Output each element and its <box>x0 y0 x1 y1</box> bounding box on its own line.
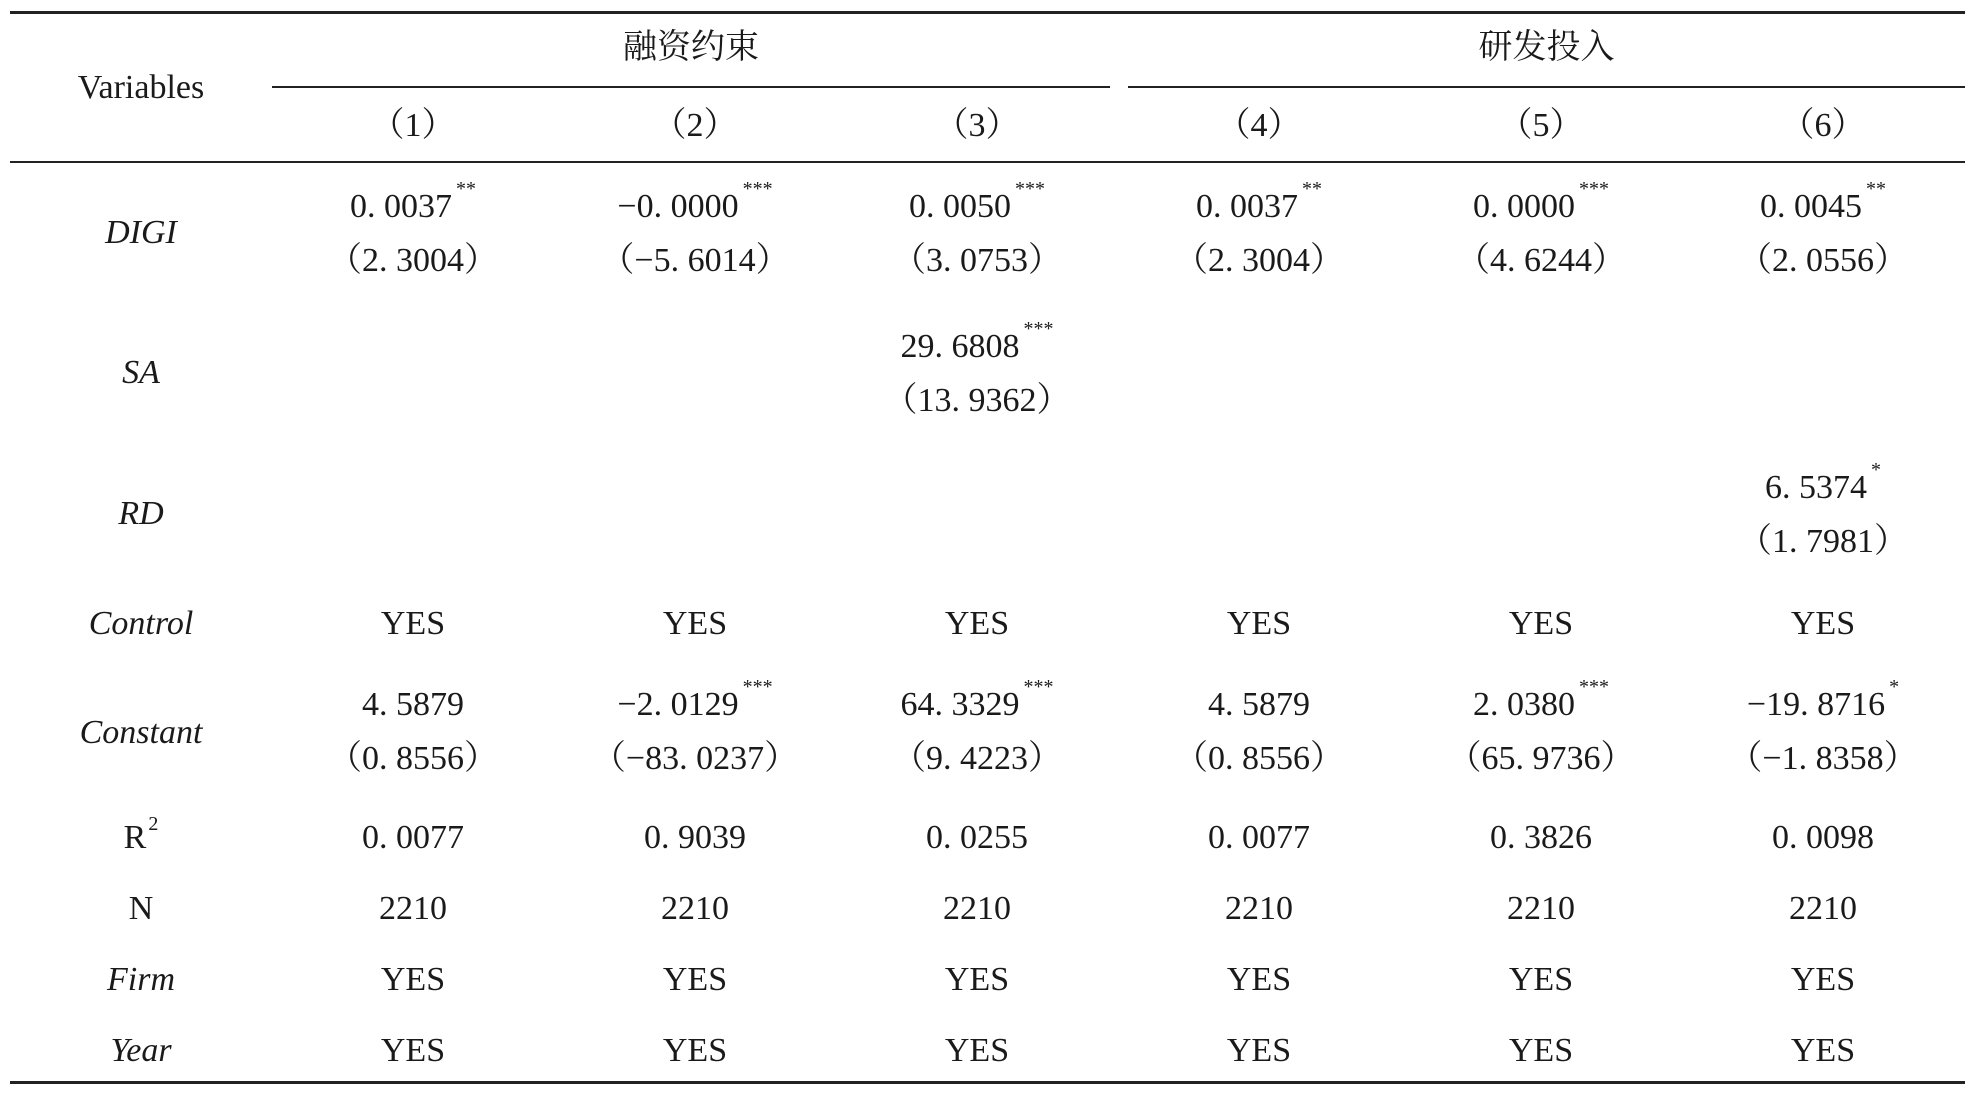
coefficient-value: −19. 8716 <box>1746 686 1886 723</box>
coefficient-cell <box>1683 459 1963 508</box>
coefficient-value: YES <box>380 605 446 642</box>
coefficient-value: YES <box>662 605 728 642</box>
coefficient-cell <box>555 604 835 644</box>
coefficient-cell <box>1683 1031 1963 1071</box>
t-statistic-cell: （2. 3004） <box>328 242 498 279</box>
coefficient-cell <box>837 604 1117 644</box>
group-header-financing-constraint: 融资约束 <box>623 29 759 66</box>
coefficient-cell <box>837 818 1117 858</box>
coefficient-value: YES <box>662 961 728 998</box>
coefficient-value: YES <box>1790 1032 1856 1069</box>
coefficient-cell <box>837 676 1117 725</box>
group-rule-financing <box>272 86 1110 88</box>
column-header: （3） <box>934 107 1020 144</box>
coefficient-value: 0. 0037 <box>1196 188 1298 225</box>
coefficient-value: YES <box>380 1032 446 1069</box>
row-label <box>10 604 272 644</box>
coefficient-value: YES <box>1508 1032 1574 1069</box>
coefficient-value: YES <box>944 605 1010 642</box>
t-statistic-cell: （4. 6244） <box>1456 242 1626 279</box>
column-header: （1） <box>370 107 456 144</box>
coefficient-value: 0. 0037 <box>350 188 452 225</box>
row-label <box>10 813 272 858</box>
coefficient-cell <box>837 318 1117 367</box>
coefficient-cell <box>1119 1031 1399 1071</box>
coefficient-cell <box>1401 676 1681 725</box>
coefficient-cell <box>837 1031 1117 1071</box>
coefficient-cell <box>555 889 835 929</box>
coefficient-cell <box>273 818 553 858</box>
coefficient-cell <box>1401 604 1681 644</box>
variables-header: Variables <box>77 69 205 106</box>
coefficient-cell <box>1119 604 1399 644</box>
group-rule-rd <box>1128 86 1965 88</box>
row-label-text: Control <box>88 605 194 642</box>
coefficient-cell <box>273 960 553 1000</box>
row-label-text: Firm <box>107 961 175 998</box>
coefficient-cell <box>273 685 553 725</box>
coefficient-value: YES <box>1226 961 1292 998</box>
coefficient-cell <box>1119 960 1399 1000</box>
significance-stars: *** <box>1579 676 1609 698</box>
t-statistic-cell: （−1. 8358） <box>1728 740 1918 777</box>
header-bottom-rule <box>10 161 1965 163</box>
coefficient-value: 2210 <box>943 890 1011 927</box>
row-label-text: DIGI <box>105 214 177 251</box>
coefficient-value: YES <box>1508 605 1574 642</box>
significance-stars: * <box>1889 676 1900 698</box>
coefficient-value: 0. 3826 <box>1490 819 1592 856</box>
significance-stars: *** <box>1015 178 1045 200</box>
coefficient-value: 6. 5374 <box>1765 469 1867 506</box>
coefficient-value: 0. 0000 <box>1473 188 1575 225</box>
significance-stars: * <box>1871 459 1881 481</box>
coefficient-value: −2. 0129 <box>617 686 739 723</box>
coefficient-value: 0. 0077 <box>362 819 464 856</box>
coefficient-cell <box>1119 818 1399 858</box>
coefficient-cell <box>1119 178 1399 227</box>
coefficient-cell <box>1401 889 1681 929</box>
row-label-text: SA <box>122 354 160 391</box>
significance-stars: *** <box>1579 178 1609 200</box>
coefficient-value: YES <box>662 1032 728 1069</box>
coefficient-cell <box>555 1031 835 1071</box>
t-statistic-cell: （2. 3004） <box>1174 242 1344 279</box>
significance-stars: *** <box>742 178 773 200</box>
coefficient-cell <box>1401 178 1681 227</box>
row-label-text: R <box>123 819 147 856</box>
row-label-text: RD <box>118 495 164 532</box>
coefficient-cell <box>273 889 553 929</box>
coefficient-value: 0. 0255 <box>926 819 1028 856</box>
coefficient-value: 0. 9039 <box>644 819 746 856</box>
t-statistic-cell: （0. 8556） <box>1174 740 1344 777</box>
coefficient-cell <box>837 889 1117 929</box>
row-label-text: Year <box>110 1032 172 1069</box>
coefficient-cell <box>1683 676 1963 725</box>
superscript: 2 <box>148 813 159 835</box>
row-label <box>10 960 272 1000</box>
coefficient-cell <box>555 676 835 725</box>
t-statistic-cell: （3. 0753） <box>892 242 1062 279</box>
coefficient-value: 64. 3329 <box>900 686 1020 723</box>
coefficient-cell <box>1683 818 1963 858</box>
coefficient-cell <box>1401 1031 1681 1071</box>
coefficient-cell <box>1119 889 1399 929</box>
t-statistic-cell: （2. 0556） <box>1738 242 1908 279</box>
coefficient-value: YES <box>944 961 1010 998</box>
coefficient-value: YES <box>1790 605 1856 642</box>
coefficient-value: YES <box>1226 1032 1292 1069</box>
t-statistic-cell: （−5. 6014） <box>600 242 790 279</box>
coefficient-cell <box>1683 178 1963 227</box>
coefficient-cell <box>273 178 553 227</box>
t-statistic-cell: （0. 8556） <box>328 740 498 777</box>
coefficient-value: 4. 5879 <box>1208 686 1310 723</box>
coefficient-value: 2210 <box>1507 890 1575 927</box>
coefficient-cell <box>555 960 835 1000</box>
coefficient-value: YES <box>1226 605 1292 642</box>
t-statistic-cell: （65. 9736） <box>1447 740 1635 777</box>
coefficient-value: YES <box>1508 961 1574 998</box>
t-statistic-cell: （−83. 0237） <box>591 740 799 777</box>
row-label <box>10 353 272 393</box>
column-header: （6） <box>1780 107 1866 144</box>
coefficient-cell <box>555 178 835 227</box>
coefficient-cell <box>1683 604 1963 644</box>
row-label <box>10 713 272 753</box>
coefficient-value: 2210 <box>1225 890 1293 927</box>
coefficient-cell <box>1401 818 1681 858</box>
coefficient-cell <box>273 604 553 644</box>
significance-stars: ** <box>456 178 476 200</box>
column-header: （4） <box>1216 107 1302 144</box>
coefficient-cell <box>273 1031 553 1071</box>
coefficient-value: 2210 <box>1789 890 1857 927</box>
group-header-rd-investment: 研发投入 <box>1478 29 1615 66</box>
coefficient-cell <box>1683 960 1963 1000</box>
bottom-rule <box>10 1081 1965 1084</box>
significance-stars: *** <box>1023 318 1054 340</box>
row-label <box>10 213 272 253</box>
significance-stars: ** <box>1866 178 1886 200</box>
row-label-text: N <box>128 890 154 927</box>
coefficient-value: YES <box>1790 961 1856 998</box>
coefficient-value: 2210 <box>379 890 447 927</box>
coefficient-cell <box>555 818 835 858</box>
coefficient-value: 0. 0045 <box>1760 188 1862 225</box>
coefficient-cell <box>1119 685 1399 725</box>
significance-stars: ** <box>1302 178 1322 200</box>
coefficient-value: 0. 0098 <box>1772 819 1874 856</box>
coefficient-value: YES <box>380 961 446 998</box>
coefficient-cell <box>837 178 1117 227</box>
coefficient-cell <box>1401 960 1681 1000</box>
coefficient-value: YES <box>944 1032 1010 1069</box>
top-rule <box>10 11 1965 14</box>
coefficient-value: 0. 0077 <box>1208 819 1310 856</box>
row-label <box>10 494 272 534</box>
t-statistic-cell: （9. 4223） <box>892 740 1062 777</box>
significance-stars: *** <box>1023 676 1054 698</box>
column-header: （5） <box>1498 107 1584 144</box>
coefficient-value: −0. 0000 <box>617 188 739 225</box>
row-label-text: Constant <box>79 714 203 751</box>
coefficient-value: 2210 <box>661 890 729 927</box>
row-label <box>10 889 272 929</box>
t-statistic-cell: （13. 9362） <box>883 382 1071 419</box>
coefficient-cell <box>837 960 1117 1000</box>
coefficient-value: 29. 6808 <box>900 328 1020 365</box>
coefficient-cell <box>1683 889 1963 929</box>
coefficient-value: 2. 0380 <box>1473 686 1575 723</box>
column-header: （2） <box>652 107 738 144</box>
row-label <box>10 1031 272 1071</box>
t-statistic-cell: （1. 7981） <box>1738 523 1908 560</box>
coefficient-value: 4. 5879 <box>362 686 464 723</box>
significance-stars: *** <box>742 676 773 698</box>
coefficient-value: 0. 0050 <box>909 188 1011 225</box>
